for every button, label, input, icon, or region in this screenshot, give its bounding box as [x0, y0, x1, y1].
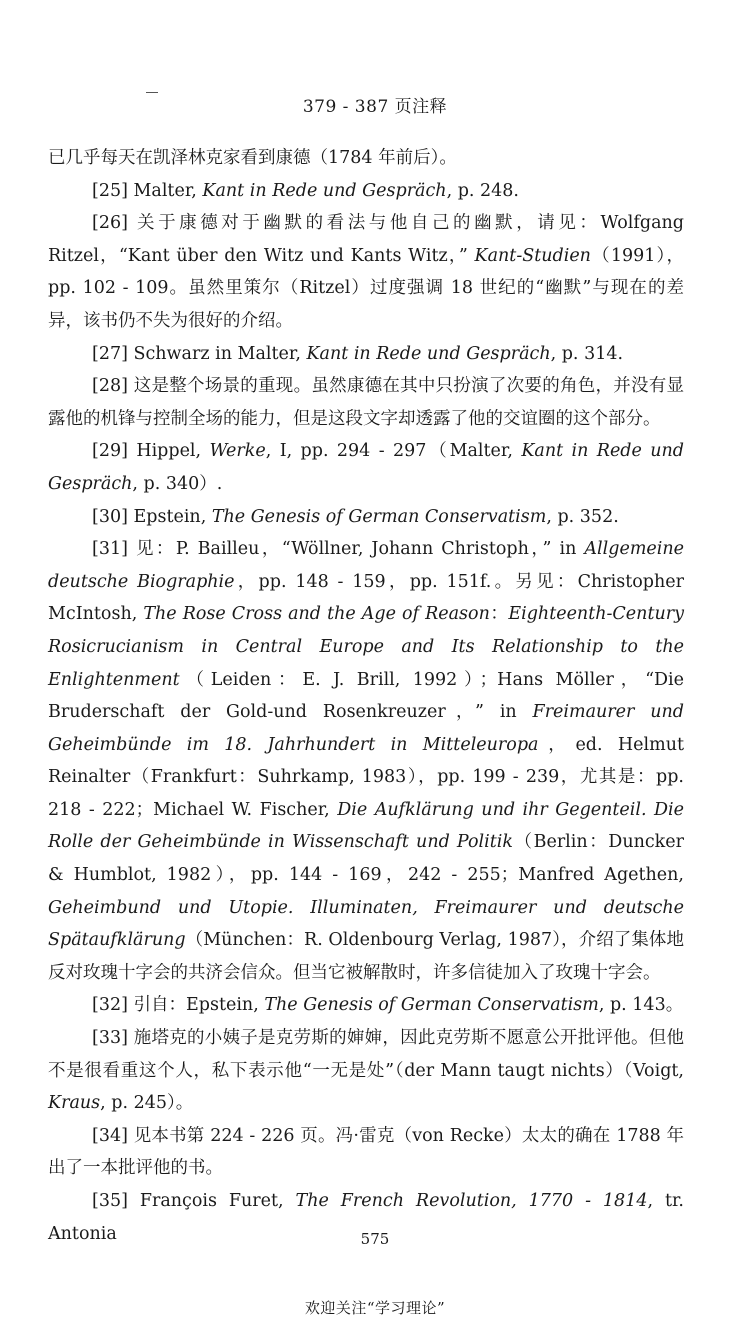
note-title: Kant in Rede und Gespräch [306, 343, 551, 364]
note-29 [48, 435, 684, 500]
note-title: The Genesis of German Conservatism [264, 995, 599, 1016]
note-continuation: 已几乎每天在凯泽林克家看到康德（1784 年前后）。 [48, 148, 457, 168]
note-text: ： [489, 604, 509, 625]
note-title: Die Aufklärung und ihr Gegenteil. Die Rolle der Geheimbünde in Wissenschaft und Politik [48, 799, 685, 853]
note-title: Werke [209, 441, 266, 462]
note-26 [48, 207, 684, 337]
note-title: Kant in Rede und Gespräch [48, 441, 684, 494]
note-title: Kant in Rede und Gespräch [202, 180, 447, 201]
footer-caption: 欢迎关注“学习理论” [304, 1299, 446, 1317]
note-30 [48, 501, 684, 534]
note-text: , I, pp. 294 - 297（Malter, [265, 441, 522, 462]
note-text: [26] 关于康德对于幽默的看法与他自己的幽默，请见：Wolfgang Ritzel，“Kant über den Witz und Kants Witz，” [48, 213, 684, 266]
note-text: [32] 引自：Epstein, [92, 995, 265, 1016]
note-text: , p. 314. [550, 343, 624, 364]
note-title: The Rose Cross and the Age of Reason [143, 604, 490, 625]
note-title: Geheimbund und Utopie. Illuminaten, Freimaurer und deutsche Spätaufklärung [48, 897, 684, 951]
note-34 [48, 1120, 684, 1185]
note-text: ，pp. 148 - 159，pp. 151f.。另见：Christopher McIntosh, [48, 571, 684, 625]
note-25 [48, 175, 684, 208]
note-text: [33] 施塔克的小姨子是克劳斯的婶婶，因此克劳斯不愿意公开批评他。但他不是很看重这个人，私下表示他“一无是处”（der Mann taugt nichts）（Voigt, [48, 1028, 684, 1081]
note-31 [48, 533, 684, 989]
note-title: Kraus [48, 1093, 101, 1114]
note-text: [30] Epstein, [92, 506, 212, 527]
note-text: [29] Hippel, [92, 441, 210, 462]
note-title: Kant-Studien [474, 245, 591, 266]
note-text: （Leiden：E. J. Brill, 1992）；Hans Möller，“Die Bruderschaft der Gold-und Rosenkreuzer，” in [48, 669, 684, 723]
note-title: Freimaurer und Geheimbünde im 18. Jahrhundert in Mitteleuropa [48, 702, 684, 755]
note-32 [48, 989, 684, 1022]
note-text: , p. 143。 [598, 995, 684, 1016]
running-header: 379 - 387 页注释 [302, 97, 448, 117]
note-text: （1991），pp. 102 - 109。虽然里策尔（Ritzel）过度强调 18 世纪的“幽默”与现在的差异，该书仍不失为很好的介绍。 [48, 245, 684, 331]
note-text: （Berlin：Duncker & Humblot, 1982），pp. 144 - 169，242 - 255；Manfred Agethen, [48, 832, 684, 886]
note-title: The French Revolution, 1770 - 1814 [295, 1191, 648, 1211]
note-text: [34] 见本书第 224 - 226 页。冯·雷克（von Recke）太太的确在 1788 年出了一本批评他的书。 [48, 1125, 684, 1179]
note-text: （München：R. Oldenbourg Verlag, 1987），介绍了集体地反对玫瑰十字会的共济会信众。但当它被解散时，许多信徒加入了玫瑰十字会。 [48, 930, 684, 983]
note-text: , tr. Antonia [48, 1191, 684, 1244]
note-title: The Genesis of German Conservatism [211, 506, 547, 527]
note-text: , p. 352. [546, 506, 619, 527]
note-27 [48, 338, 684, 371]
note-text: [25] Malter, [92, 180, 203, 201]
note-title: Allgemeine deutsche Biographie [48, 539, 684, 592]
note-text: [35] François Furet, [92, 1191, 296, 1211]
note-text: , p. 248. [446, 180, 519, 201]
note-28 [48, 370, 684, 435]
notes-body [48, 142, 684, 1250]
note-text: , p. 340）. [132, 473, 223, 494]
note-33 [48, 1022, 684, 1120]
note-text: [27] Schwarz in Malter, [92, 343, 307, 364]
note-title: Eighteenth-Century Rosicrucianism in Central Europe and Its Relationship to the Enlightenment [48, 604, 684, 690]
note-text: , p. 245）。 [100, 1093, 194, 1114]
note-text: [31] 见：P. Bailleu，“Wöllner, Johann Christoph，” in [92, 539, 585, 560]
note-text: ，ed. Helmut Reinalter（Frankfurt：Suhrkamp, 1983），pp. 199 - 239，尤其是：pp. 218 - 222；Michael W. Fischer, [48, 734, 684, 820]
page-number: 575 [360, 1230, 390, 1248]
note-text: [28] 这是整个场景的重现。虽然康德在其中只扮演了次要的角色，并没有显露他的机锋与控制全场的能力，但是这段文字却透露了他的交谊圈的这个部分。 [48, 376, 684, 429]
